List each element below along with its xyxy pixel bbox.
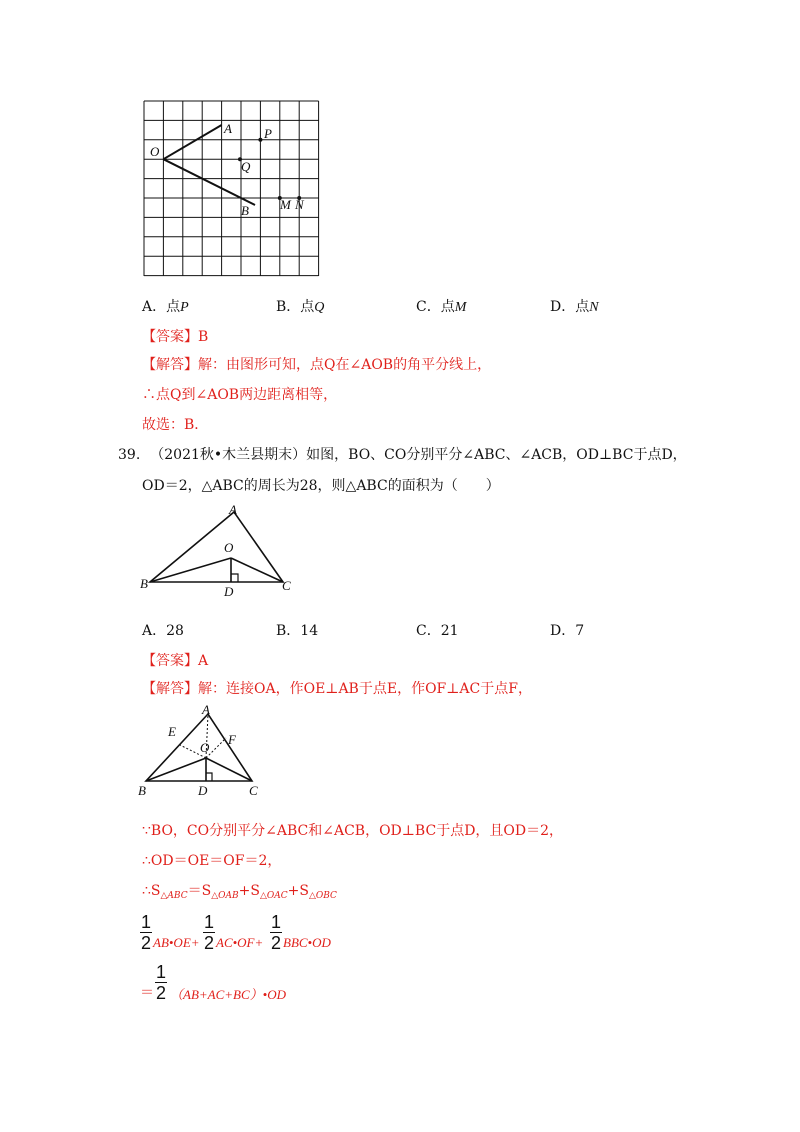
q39-step-1: ∵BO，CO分别平分∠ABC和∠ACB，OD⊥BC于点D，且OD＝2， [142,823,564,839]
q38-option-c: C．点M [416,299,467,315]
q39-step-4-part-a: AB•OE+ [153,935,200,950]
label-o: O [150,144,160,159]
label-a: A [224,121,232,136]
label-b: B [241,203,249,218]
q38-analysis-line-1: 【解答】解：由图形可知，点Q在∠AOB的角平分线上， [142,357,492,373]
ray-oa [163,125,221,159]
q38-analysis-line-3: 故选：B． [142,417,209,433]
angle-grid-figure [140,98,325,283]
fraction-half-1: $\frac{1}{2}$ [140,912,151,953]
q39-stem-line-1: 39. （2021秋•木兰县期末）如图，BO、CO分别平分∠ABC、∠ACB，OD⊥BC于点D， [118,447,687,463]
fig2-label-c: C [249,783,258,798]
fig1-label-o: O [224,540,234,555]
fraction-half-2: $\frac{1}{2}$ [203,912,214,953]
fig2-label-d: D [198,783,208,798]
q39-option-c: C．21 [416,623,459,639]
fig1-label-d: D [224,584,234,599]
fig1-label-c: C [282,578,291,593]
q39-option-b: B．14 [276,623,319,639]
triangle-figure [138,500,303,600]
q39-analysis-line-1: 【解答】解：连接OA，作OE⊥AB于点E，作OF⊥AC于点F， [142,681,532,697]
fig2-label-e: E [168,724,176,739]
label-n: N [295,197,304,212]
q39-option-d: D．7 [550,623,585,639]
q39-step-4-part-b: AC•OF+ [216,935,264,950]
question-source: （2021秋•木兰县期末） [150,447,307,463]
q39-step-3: $\therefore S_{\triangle ABC}=S_{\triangle OAB}+S_{\triangle OAC}+S_{\triangle OBC}$ [142,883,337,901]
q39-option-a: A．28 [142,623,184,639]
label-q: Q [241,159,251,174]
q39-answer: 【答案】A [142,653,209,669]
q38-option-b: B．点Q [276,299,325,315]
q38-analysis-line-2: ∴点Q到∠AOB两边距离相等， [142,387,338,403]
q38-answer: 【答案】B [142,329,209,345]
fig2-label-o: O [200,740,210,755]
label-m: M [280,197,291,212]
triangle-solution-figure [136,702,266,800]
q39-step-5-eq: ＝ [140,985,154,1001]
fig2-label-a: A [202,702,210,717]
fig2-label-b: B [138,783,146,798]
question-number: 39. [118,447,141,463]
q39-stem-line-2: OD＝2，△ABC的周长为28，则△ABC的面积为（ ） [142,478,500,494]
q38-option-d: D．点N [550,299,599,315]
q38-option-a: A．点P [142,299,189,315]
label-p: P [264,126,272,141]
q39-step-2: ∴OD＝OE＝OF＝2， [142,853,282,869]
fraction-half-4: $\frac{1}{2}$ [155,962,166,1003]
fig2-label-f: F [228,732,236,747]
q39-step-5-expr: （AB+AC+BC）•OD [170,987,286,1002]
q39-step-4-part-c: BBC•OD [283,935,331,950]
fig1-label-a: A [229,502,237,517]
fraction-half-3: $\frac{1}{2}$ [270,912,281,953]
fig1-label-b: B [140,576,148,591]
